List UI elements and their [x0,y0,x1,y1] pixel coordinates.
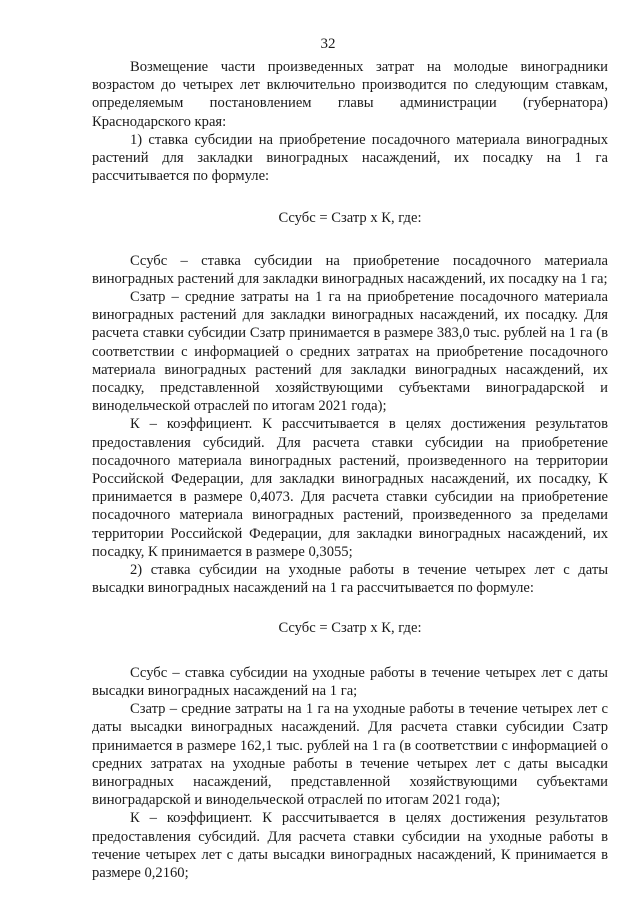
paragraph-item-2: 2) ставка субсидии на уходные работы в течение четырех лет с даты высадки виноградных насаждений на 1 га рассчитывается по формуле: [92,562,608,597]
paragraph-definition-ssubs-2: Ссубс – ставка субсидии на уходные работы в течение четырех лет с даты высадки виноградных насаждений на 1 га; [92,664,608,699]
page-number: 32 [320,36,336,52]
formula-1: Ссубс = Сзатр х К, где: [278,210,422,227]
paragraph-definition-k-1: К – коэффициент. К рассчитывается в целях достижения результатов предоставления субсидий. Для расчета ставки субсидии на приобретение посадочного материала виноградных растений, произведенного на территории Российской Федерации, для закладки виноградных насаждений, их посадку, К принимается в размере 0,4073. Для расчета ставки субсидии на приобретение посадочного материала виноградных растений, произведенного за пределами территории Российской Федерации, для закладки виноградных насаждений, их посадку, К принимается в размере 0,3055; [92,416,608,560]
paragraph-definition-k-2: К – коэффициент. К рассчитывается в целях достижения результатов предоставления субсидий. Для расчета ставки субсидии на уходные работы в течение четырех лет с даты высадки виноградных насаждений, К принимается в размере 0,2160; [92,810,608,881]
paragraph-definition-szatr-1: Сзатр – средние затраты на 1 га на приобретение посадочного материала виноградных растений для закладки виноградных насаждений, их посадку. Для расчета ставки субсидии Сзатр принимается в размере 383,0 тыс. рублей на 1 га (в соответствии с информацией о средних затратах на приобретение посадочного материала виноградных растений для закладки виноградных насаждений, их посадку, представленной хозяйствующими субъектами виноградарской и винодельческой отраслей по итогам 2021 года); [92,289,608,415]
paragraph-definition-szatr-2: Сзатр – средние затраты на 1 га на уходные работы в течение четырех лет с даты высадки виноградных насаждений. Для расчета ставки субсидии Сзатр принимается в размере 162,1 тыс. рублей на 1 га (в соответствии с информацией о средних затратах на уходные работы в течение четырех лет с даты высадки виноградных насаждений, представленной хозяйствующими субъектами виноградарской и винодельческой отраслей по итогам 2021 года); [92,701,608,809]
document-body [92,58,608,882]
paragraph-item-1: 1) ставка субсидии на приобретение посадочного материала виноградных растений для закладки виноградных насаждений, их посадку на 1 га рассчитывается по формуле: [92,131,608,185]
formula-2: Ссубс = Сзатр х К, где: [278,620,422,637]
paragraph-definition-ssubs-1: Ссубс – ставка субсидии на приобретение посадочного материала виноградных растений для закладки виноградных насаждений, их посадку на 1 га; [92,252,608,287]
paragraph-intro: Возмещение части произведенных затрат на молодые виноградники возрастом до четырех лет включительно производится по следующим ставкам, определяемым постановлением главы администрации (губернатора) Краснодарского края: [92,59,608,130]
